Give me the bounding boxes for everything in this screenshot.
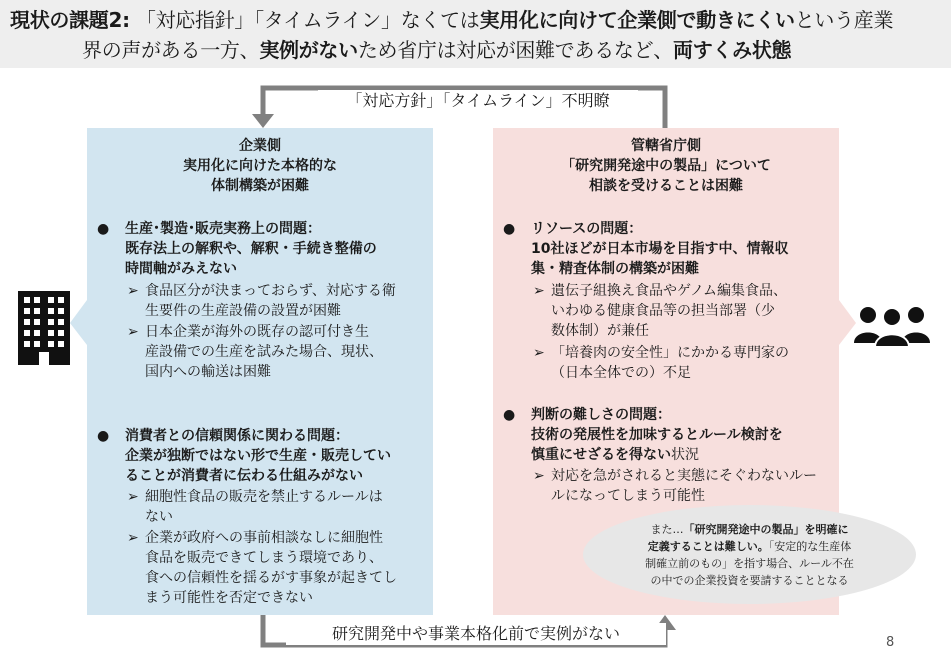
sub-line: 遺伝子組換え食品やゲノム編集食品、 [551, 283, 788, 299]
arrow-bullet-icon: ➢ [127, 283, 139, 299]
sub-line: 食品区分が決まっておらず、対応する衛 [145, 283, 396, 299]
note-text [583, 521, 916, 589]
title-text: 「対応指針」「タイムライン」なくては [135, 8, 480, 32]
left-callout-pointer [70, 300, 87, 345]
top-flow-label: 「対応方針」「タイムライン」不明瞭 [318, 90, 638, 112]
note-line [583, 538, 916, 555]
sub-line: 食への信頼性を揺るがす事象が起きてし [145, 570, 397, 586]
issue-line: 既存法上の解釈や、解釈・手続き整備の [125, 241, 377, 257]
heading-line: 相談を受けることは困難 [589, 178, 743, 194]
bullet-icon: ● [503, 221, 516, 237]
note-emphasis: 「研究開発途中の製品」を明確に [683, 523, 849, 536]
issue-line: 消費者との信頼関係に関わる問題： [125, 428, 349, 444]
bullet-icon: ● [503, 407, 516, 423]
sub-line: ルになってしまう可能性 [551, 488, 705, 504]
title-emphasis: 実用化に向けて企業側で動きにくい [479, 8, 795, 32]
bullet-icon: ● [97, 428, 110, 444]
sub-line: （日本全体での）不足 [551, 365, 691, 381]
sub-line: 産設備での生産を試みた場合、現状、 [145, 344, 383, 360]
bottom-flow-label: 研究開発中や事業本格化前で実例がない [286, 623, 666, 645]
note-line: 制確立前のもの」を指す場合、ルール不在 [645, 557, 854, 570]
issue-line: 技術の発展性を加味するとルール検討を [531, 427, 783, 443]
issue-line: リソースの問題： [531, 221, 643, 237]
heading-line: 「研究開発途中の製品」について [561, 158, 771, 174]
heading-line: 体制構築が困難 [211, 178, 309, 194]
sub-line: 企業が政府への事前相談なしに細胞性 [145, 530, 383, 546]
arrow-bullet-icon: ➢ [533, 468, 545, 484]
title-emphasis: 両すくみ状態 [673, 38, 792, 62]
issue-line [531, 445, 783, 465]
title-text: 界の声がある一方、 [82, 38, 260, 62]
issue-line: 10社ほどが日本市場を目指す中、情報収 [531, 241, 789, 257]
sub-line: ない [145, 509, 173, 525]
sub-line: まう可能性を否定できない [145, 590, 313, 606]
title-text: という産業 [794, 8, 894, 32]
sub-line: 「培養肉の安全性」にかかる専門家の [551, 345, 789, 361]
sub-line: 対応を急がされると実態にそぐわないルー [551, 468, 817, 484]
company-side-heading [87, 136, 433, 196]
arrow-bullet-icon: ➢ [127, 489, 139, 505]
heading-line: 実用化に向けた本格的な [183, 158, 337, 174]
note-text-part: 「安定的な生産体 [768, 540, 852, 553]
issue-line: 生産･製造･販売実務上の問題： [125, 221, 321, 237]
arrow-bullet-icon: ➢ [127, 530, 139, 546]
issue-line: 判断の難しさの問題： [531, 407, 671, 423]
page-number: 8 [886, 635, 895, 650]
arrow-bullet-icon: ➢ [533, 345, 545, 361]
sub-line: 食品を販売できてしまう環境であり、 [145, 550, 383, 566]
people-group-icon [854, 303, 930, 347]
issue-text: 慎重にせざるを得ない [531, 447, 671, 463]
issue-line: ることが消費者に伝わる仕組みがない [125, 468, 363, 484]
note-line: の中での企業投資を要請することとなる [650, 574, 849, 587]
issue-line: 企業が独断ではない形で生産・販売してい [125, 448, 391, 464]
ministry-side-heading [493, 136, 839, 196]
heading-line: 管轄省庁側 [631, 138, 701, 154]
sub-line: いわゆる健康食品等の担当部署（少 [551, 303, 775, 319]
note-emphasis: 定義することは難しい。 [647, 540, 769, 553]
heading-line: 企業側 [239, 138, 281, 154]
bullet-icon: ● [97, 221, 110, 237]
arrow-bullet-icon: ➢ [127, 324, 139, 340]
note-text-part: また… [650, 523, 684, 536]
sub-line: 国内への輸送は困難 [145, 364, 271, 380]
arrow-bullet-icon: ➢ [533, 283, 545, 299]
company-side-panel [87, 128, 433, 615]
sub-line: 細胞性食品の販売を禁止するルールは [145, 489, 383, 505]
sub-line: 数体制）が兼任 [551, 323, 649, 339]
office-building-icon [18, 291, 70, 365]
note-line [583, 521, 916, 538]
issue-line: 集・精査体制の構築が困難 [531, 261, 699, 277]
sub-line: 生要件の生産設備の設置が困難 [145, 303, 341, 319]
issue-line: 時間軸がみえない [125, 261, 237, 277]
top-arrow-head [252, 114, 274, 128]
sub-line: 日本企業が海外の既存の認可付き生 [145, 324, 369, 340]
title-emphasis: 実例がない [259, 38, 358, 62]
issue-text-tail: 状況 [671, 447, 699, 463]
title-label: 現状の課題2: [10, 8, 130, 32]
title-text: ため省庁は対応が困難であるなど、 [357, 38, 674, 62]
